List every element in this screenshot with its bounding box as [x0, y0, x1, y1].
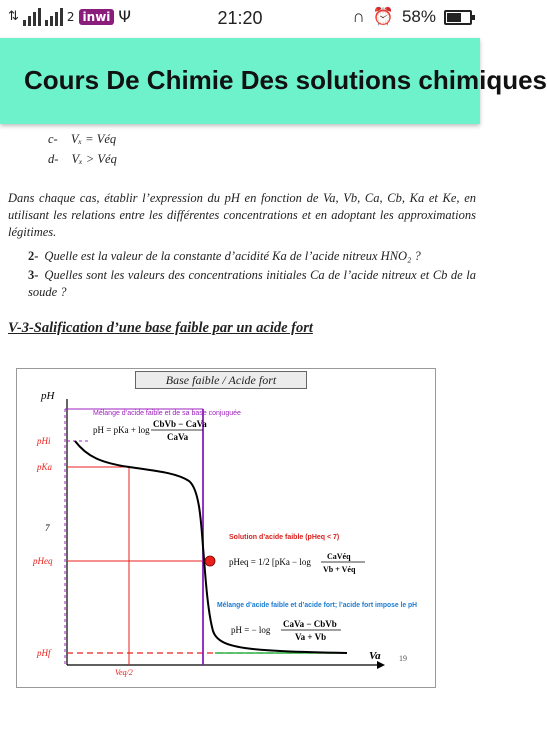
data-icon: ⇅: [8, 9, 19, 24]
inwi-brand: inwi: [79, 9, 115, 25]
clock: 21:20: [217, 8, 263, 28]
status-right-icons: [353, 7, 472, 27]
formula-2-den: Vb + Véq: [323, 565, 356, 574]
battery-percent: 58%: [401, 7, 436, 26]
tick-7: 7: [45, 523, 50, 533]
tick-pheq: pHeq: [33, 556, 53, 566]
formula-1-den: CaVa: [167, 432, 189, 442]
q3-text: Quelles sont les valeurs des concentrations initiales Ca de l’acide nitreux et Cb de la soude ?: [28, 268, 476, 299]
figure-title: Base faible / Acide fort: [135, 371, 307, 389]
question-2: [28, 248, 476, 265]
question-3: [28, 267, 476, 301]
formula-1-lhs: pH = pKa + log: [93, 425, 150, 435]
page-number: 19: [399, 654, 407, 663]
tick-phf: pHf: [37, 648, 51, 658]
tick-veq2: Veq/2: [115, 668, 133, 677]
formula-3-lhs: pH = − log: [231, 625, 271, 635]
equivalence-point: [205, 556, 215, 566]
item-d-text: Vₓ > Véq: [71, 152, 117, 166]
formula-3-num: CaVa − CbVb: [283, 619, 337, 629]
tick-pka: pKa: [37, 462, 53, 472]
tick-phi: pHi: [37, 436, 51, 446]
y-axis-label: pH: [41, 390, 55, 402]
formula-2-lhs: pHeq = 1/2 [pKa − log: [229, 557, 311, 567]
document-page[interactable]: [0, 124, 480, 694]
formula-1-num: CbVb − CaVa: [153, 419, 207, 429]
headset-icon: ∩: [352, 7, 365, 26]
annotation-weak-acid: Solution d’acide faible (pHeq < 7): [229, 534, 340, 541]
status-bar: [0, 0, 480, 38]
app-title: Cours De Chimie Des solutions chimiques: [24, 65, 547, 95]
section-title: V-3-Salification d’une base faible par un acide fort: [8, 320, 313, 336]
q3-number: 3-: [28, 268, 39, 282]
titration-chart: [17, 369, 437, 689]
formula-3-den: Va + Vb: [295, 632, 327, 642]
usb-icon: Ψ: [118, 7, 131, 26]
alarm-icon: ⏰: [372, 7, 394, 26]
annotation-buffer: Mélange d’acide faible et de sa base conjuguée: [93, 410, 241, 417]
battery-icon: [444, 10, 472, 25]
item-c-label: c-: [48, 132, 58, 146]
x-axis-arrow: [377, 661, 385, 669]
titration-figure: [16, 368, 436, 688]
formula-2-num: CaVéq: [327, 552, 351, 561]
item-c: [48, 132, 116, 147]
item-d: [48, 152, 117, 167]
q2-number: 2-: [28, 249, 39, 263]
instructions-paragraph: Dans chaque cas, établir l’expression du pH en fonction de Va, Vb, Ca, Cb, Ka et Ke, en utilisant les relations entre les différentes concentrations et en adoptant les approximations légitimes.: [8, 191, 476, 239]
x-axis-label: Va: [369, 650, 381, 662]
sim-label: 2: [66, 9, 75, 24]
annotation-strong-acid: Mélange d’acide faible et d’acide fort; l’acide fort impose le pH: [217, 602, 417, 609]
app-bar: [0, 38, 547, 124]
item-d-label: d-: [48, 152, 59, 166]
item-c-text: Vₓ = Véq: [70, 132, 117, 146]
q2-text: Quelle est la valeur de la constante d’acidité Ka de l’acide nitreux HNO₂ ?: [44, 249, 421, 263]
